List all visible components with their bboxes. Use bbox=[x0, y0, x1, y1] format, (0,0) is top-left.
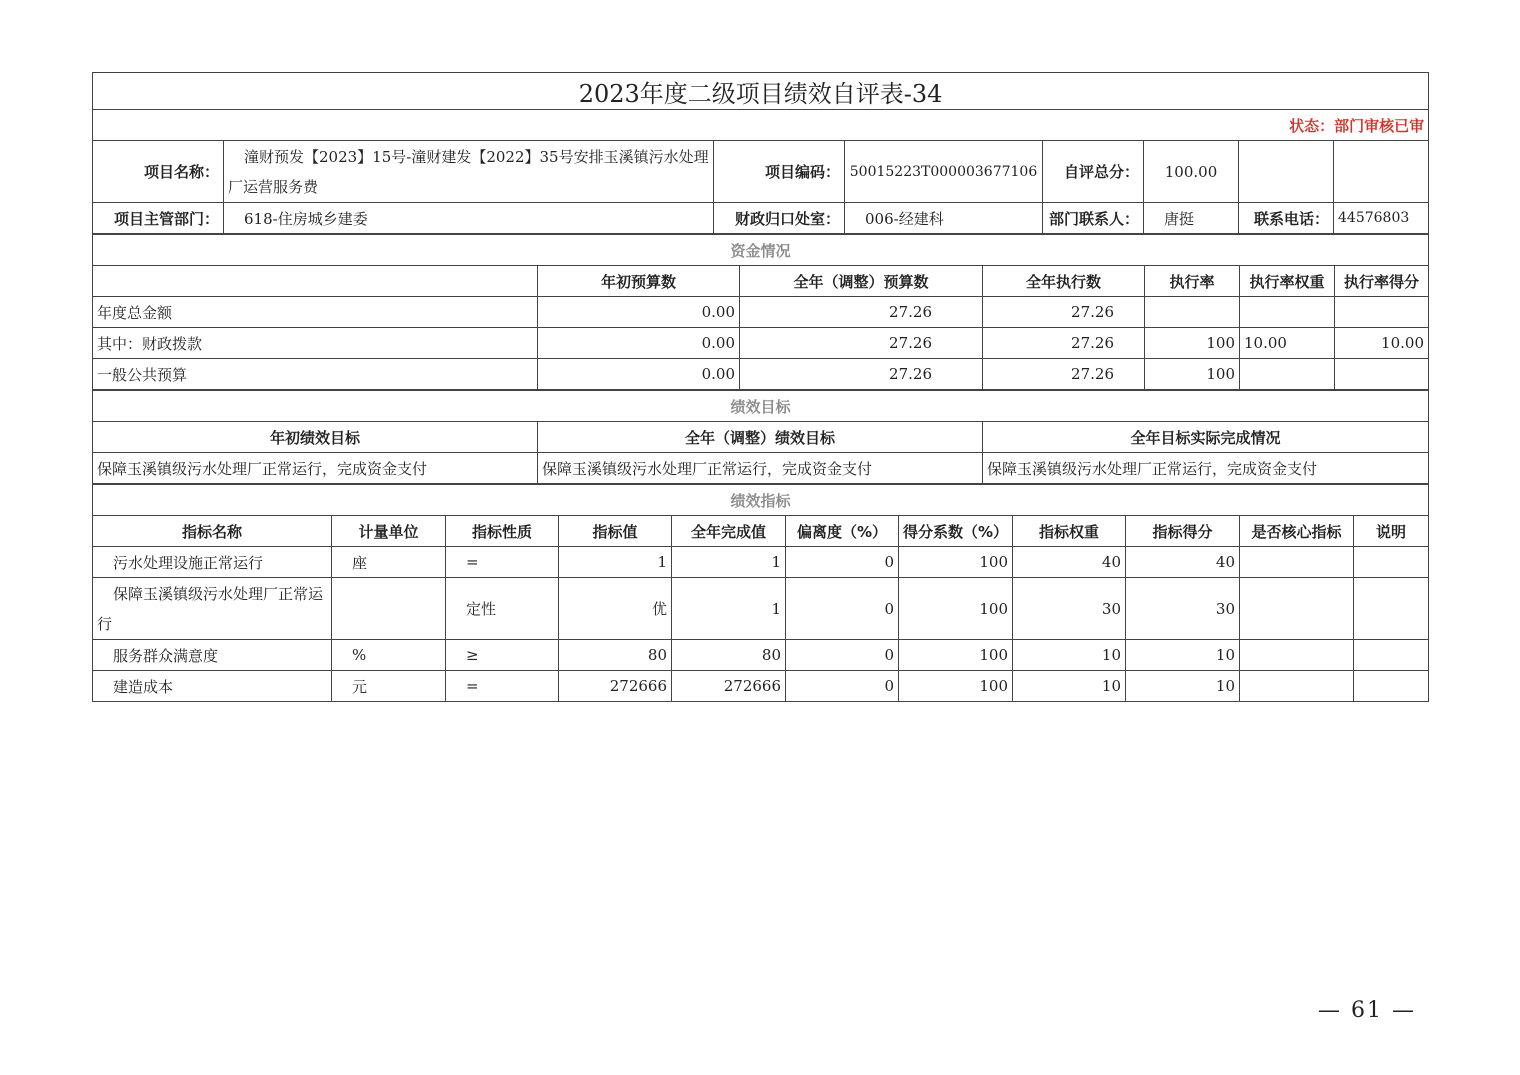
ind-name: 服务群众满意度 bbox=[93, 640, 332, 671]
office-label: 财政归口处室： bbox=[714, 203, 845, 234]
empty-cell bbox=[93, 266, 538, 297]
ind-target: 272666 bbox=[559, 671, 672, 702]
ind-note bbox=[1354, 547, 1429, 578]
fund-name: 年度总金额 bbox=[93, 297, 538, 328]
ind-unit: 元 bbox=[332, 671, 446, 702]
ind-deviation: 0 bbox=[786, 671, 899, 702]
table-row bbox=[93, 578, 1429, 640]
table-row bbox=[93, 547, 1429, 578]
project-code-value: 50015223T000003677106 bbox=[845, 141, 1043, 203]
fund-weight bbox=[1240, 297, 1335, 328]
title-row bbox=[93, 73, 1429, 110]
table-row bbox=[93, 640, 1429, 671]
funds-section-title: 资金情况 bbox=[93, 235, 1429, 266]
ind-header-nature: 指标性质 bbox=[446, 516, 559, 547]
fund-adjusted: 27.26 bbox=[740, 328, 983, 359]
ind-core bbox=[1240, 547, 1354, 578]
table-row bbox=[93, 328, 1429, 359]
ind-nature: ≥ bbox=[446, 640, 559, 671]
empty-cell bbox=[1334, 141, 1429, 203]
ind-nature: = bbox=[446, 671, 559, 702]
ind-actual: 272666 bbox=[672, 671, 786, 702]
fund-weight: 10.00 bbox=[1240, 328, 1335, 359]
ind-name: 污水处理设施正常运行 bbox=[93, 547, 332, 578]
funds-header-weight: 执行率权重 bbox=[1240, 266, 1335, 297]
dept-row bbox=[93, 203, 1429, 234]
ind-note bbox=[1354, 640, 1429, 671]
ind-header-core: 是否核心指标 bbox=[1240, 516, 1354, 547]
fund-score bbox=[1335, 359, 1429, 390]
fund-initial: 0.00 bbox=[538, 359, 740, 390]
ind-note bbox=[1354, 578, 1429, 640]
ind-coef: 100 bbox=[899, 578, 1013, 640]
project-name-label: 项目名称： bbox=[93, 141, 224, 203]
evaluation-sheet bbox=[92, 72, 1428, 702]
ind-header-actual: 全年完成值 bbox=[672, 516, 786, 547]
table-row bbox=[93, 297, 1429, 328]
ind-unit: % bbox=[332, 640, 446, 671]
indicators-section-row bbox=[93, 485, 1429, 516]
ind-header-unit: 计量单位 bbox=[332, 516, 446, 547]
funds-table bbox=[92, 234, 1429, 390]
ind-weight: 10 bbox=[1013, 640, 1126, 671]
ind-header-note: 说明 bbox=[1354, 516, 1429, 547]
goals-section-title: 绩效目标 bbox=[93, 391, 1429, 422]
ind-score: 40 bbox=[1126, 547, 1240, 578]
funds-header-rate: 执行率 bbox=[1145, 266, 1240, 297]
funds-header-row bbox=[93, 266, 1429, 297]
indicators-header-row bbox=[93, 516, 1429, 547]
ind-score: 10 bbox=[1126, 671, 1240, 702]
empty-cell bbox=[1239, 141, 1334, 203]
fund-executed: 27.26 bbox=[983, 359, 1145, 390]
score-value: 100.00 bbox=[1144, 141, 1239, 203]
project-name-value: 潼财预发【2023】15号-潼财建发【2022】35号安排玉溪镇污水处理厂运营服务费 bbox=[228, 147, 709, 196]
ind-deviation: 0 bbox=[786, 640, 899, 671]
goals-value-row bbox=[93, 453, 1429, 484]
goals-header-actual: 全年目标实际完成情况 bbox=[983, 422, 1429, 453]
table-row bbox=[93, 671, 1429, 702]
fund-rate: 100 bbox=[1145, 328, 1240, 359]
phone-value: 44576803 bbox=[1334, 203, 1429, 234]
page-number: — 61 — bbox=[1318, 998, 1416, 1023]
fund-executed: 27.26 bbox=[983, 297, 1145, 328]
ind-nature: = bbox=[446, 547, 559, 578]
ind-weight: 30 bbox=[1013, 578, 1126, 640]
ind-deviation: 0 bbox=[786, 578, 899, 640]
ind-deviation: 0 bbox=[786, 547, 899, 578]
ind-target: 80 bbox=[559, 640, 672, 671]
fund-score bbox=[1335, 297, 1429, 328]
fund-name: 其中：财政拨款 bbox=[93, 328, 538, 359]
ind-target: 1 bbox=[559, 547, 672, 578]
ind-core bbox=[1240, 671, 1354, 702]
page-title: 2023年度二级项目绩效自评表-34 bbox=[93, 73, 1429, 110]
fund-rate: 100 bbox=[1145, 359, 1240, 390]
ind-core bbox=[1240, 578, 1354, 640]
ind-actual: 1 bbox=[672, 547, 786, 578]
ind-actual: 80 bbox=[672, 640, 786, 671]
fund-weight bbox=[1240, 359, 1335, 390]
ind-coef: 100 bbox=[899, 671, 1013, 702]
ind-unit bbox=[332, 578, 446, 640]
fund-score: 10.00 bbox=[1335, 328, 1429, 359]
phone-label: 联系电话： bbox=[1239, 203, 1334, 234]
goal-actual: 保障玉溪镇级污水处理厂正常运行，完成资金支付 bbox=[983, 453, 1429, 484]
ind-coef: 100 bbox=[899, 547, 1013, 578]
ind-coef: 100 bbox=[899, 640, 1013, 671]
fund-name: 一般公共预算 bbox=[93, 359, 538, 390]
funds-header-initial: 年初预算数 bbox=[538, 266, 740, 297]
goals-header-initial: 年初绩效目标 bbox=[93, 422, 538, 453]
ind-name: 保障玉溪镇级污水处理厂正常运行 bbox=[93, 578, 332, 640]
status-row bbox=[93, 110, 1429, 141]
funds-header-score: 执行率得分 bbox=[1335, 266, 1429, 297]
dept-label: 项目主管部门： bbox=[93, 203, 224, 234]
ind-header-score: 指标得分 bbox=[1126, 516, 1240, 547]
table-row bbox=[93, 359, 1429, 390]
goals-table bbox=[92, 390, 1429, 484]
project-code-label: 项目编码： bbox=[714, 141, 845, 203]
ind-header-weight: 指标权重 bbox=[1013, 516, 1126, 547]
fund-executed: 27.26 bbox=[983, 328, 1145, 359]
ind-header-coef: 得分系数（%） bbox=[899, 516, 1013, 547]
indicators-table bbox=[92, 484, 1429, 702]
ind-name: 建造成本 bbox=[93, 671, 332, 702]
ind-header-name: 指标名称 bbox=[93, 516, 332, 547]
goals-header-adjusted: 全年（调整）绩效目标 bbox=[538, 422, 983, 453]
goal-initial: 保障玉溪镇级污水处理厂正常运行，完成资金支付 bbox=[93, 453, 538, 484]
funds-header-adjusted: 全年（调整）预算数 bbox=[740, 266, 983, 297]
fund-adjusted: 27.26 bbox=[740, 359, 983, 390]
fund-initial: 0.00 bbox=[538, 297, 740, 328]
office-value: 006-经建科 bbox=[845, 203, 1043, 234]
fund-adjusted: 27.26 bbox=[740, 297, 983, 328]
ind-core bbox=[1240, 640, 1354, 671]
ind-target: 优 bbox=[559, 578, 672, 640]
goal-adjusted: 保障玉溪镇级污水处理厂正常运行，完成资金支付 bbox=[538, 453, 983, 484]
ind-actual: 1 bbox=[672, 578, 786, 640]
dept-value: 618-住房城乡建委 bbox=[224, 203, 714, 234]
score-label: 自评总分： bbox=[1043, 141, 1144, 203]
header-table bbox=[92, 72, 1429, 234]
ind-unit: 座 bbox=[332, 547, 446, 578]
contact-label: 部门联系人： bbox=[1043, 203, 1144, 234]
ind-header-deviation: 偏离度（%） bbox=[786, 516, 899, 547]
indicators-section-title: 绩效指标 bbox=[93, 485, 1429, 516]
funds-section-row bbox=[93, 235, 1429, 266]
fund-rate bbox=[1145, 297, 1240, 328]
ind-weight: 40 bbox=[1013, 547, 1126, 578]
funds-header-executed: 全年执行数 bbox=[983, 266, 1145, 297]
project-name-row bbox=[93, 141, 1429, 203]
contact-value: 唐挺 bbox=[1144, 203, 1239, 234]
goals-section-row bbox=[93, 391, 1429, 422]
ind-score: 10 bbox=[1126, 640, 1240, 671]
ind-note bbox=[1354, 671, 1429, 702]
ind-nature: 定性 bbox=[446, 578, 559, 640]
goals-header-row bbox=[93, 422, 1429, 453]
status-badge: 状态：部门审核已审 bbox=[93, 110, 1429, 141]
ind-score: 30 bbox=[1126, 578, 1240, 640]
ind-weight: 10 bbox=[1013, 671, 1126, 702]
fund-initial: 0.00 bbox=[538, 328, 740, 359]
ind-header-target: 指标值 bbox=[559, 516, 672, 547]
